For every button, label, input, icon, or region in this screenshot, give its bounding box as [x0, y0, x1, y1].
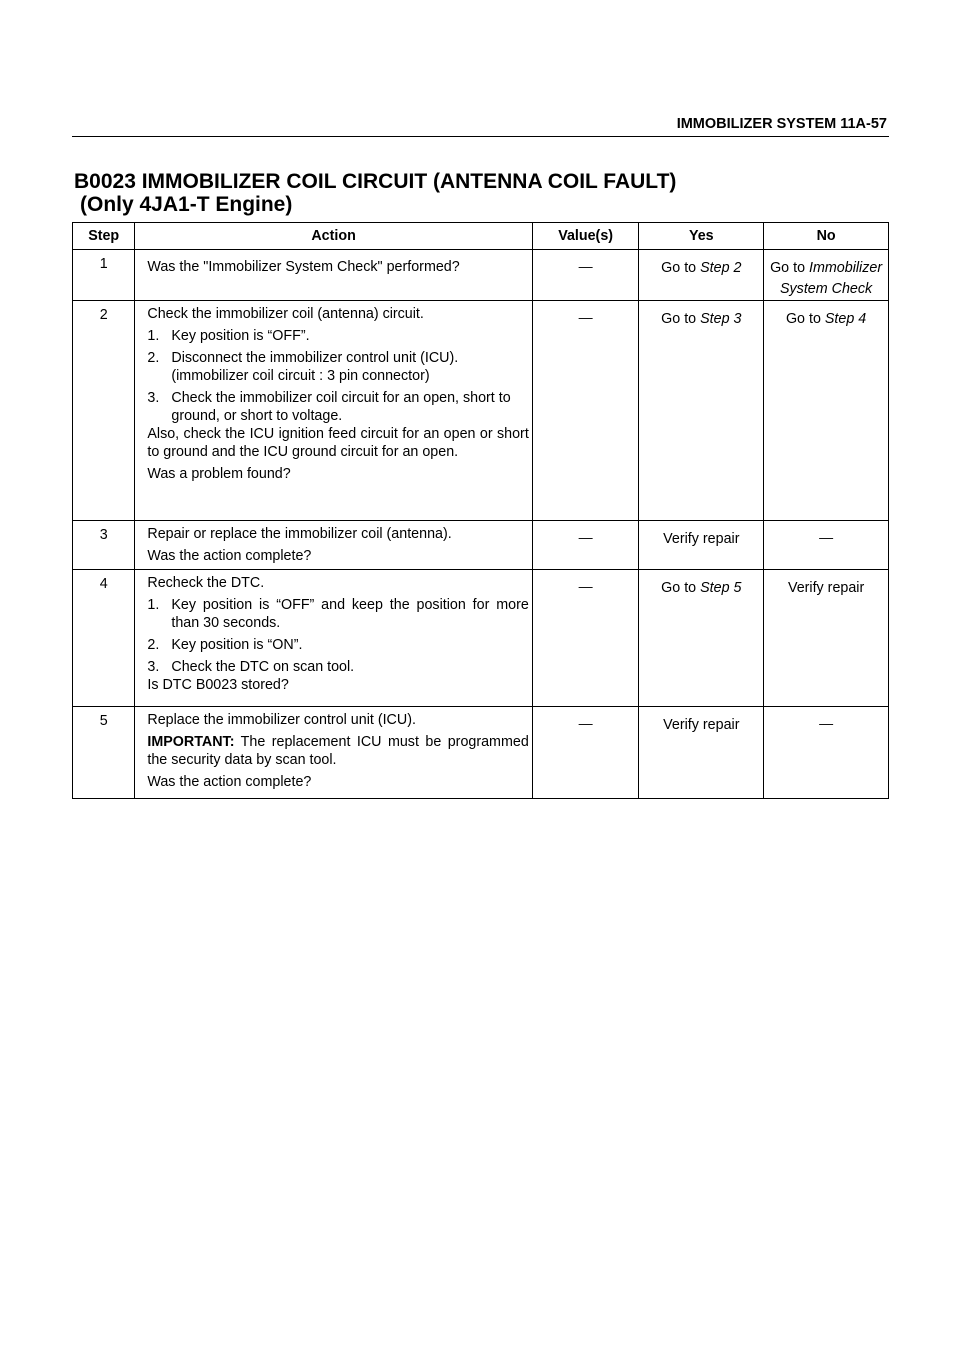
step-number: 1 — [73, 250, 135, 301]
table-row — [73, 301, 889, 521]
step-number: 4 — [73, 570, 135, 707]
title-line-1: B0023 IMMOBILIZER COIL CIRCUIT (ANTENNA COIL FAULT) — [74, 170, 677, 193]
yes-cell — [639, 301, 764, 521]
list-item — [147, 327, 528, 345]
action-question: Was the action complete? — [147, 548, 312, 564]
value-cell — [532, 250, 639, 301]
no-text: Verify repair — [787, 580, 865, 596]
yes-cell — [639, 707, 764, 799]
page-header-text: IMMOBILIZER SYSTEM 11A-57 — [676, 116, 887, 132]
list-number: 1. — [147, 597, 160, 613]
value-dash: — — [578, 578, 593, 594]
page-title — [74, 170, 676, 216]
action-intro: Recheck the DTC. — [147, 575, 265, 591]
important-text: The replacement ICU must be programmed the security data by scan tool. — [147, 734, 529, 768]
yes-text: Verify repair — [663, 531, 740, 547]
header-step: Step — [73, 223, 135, 250]
yes-cell — [639, 570, 764, 707]
no-cell — [764, 250, 889, 301]
table-row — [73, 707, 889, 799]
no-cell — [764, 707, 889, 799]
no-link-step-4[interactable]: Step 4 — [824, 311, 867, 327]
yes-cell — [639, 250, 764, 301]
diagnostic-table — [72, 222, 889, 799]
action-intro: Repair or replace the immobilizer coil (antenna). — [147, 526, 452, 542]
no-prefix: Go to — [770, 260, 810, 276]
action-intro: Replace the immobilizer control unit (ICU). — [147, 712, 416, 728]
table-row — [73, 570, 889, 707]
action-cell — [135, 521, 532, 570]
value-cell — [532, 301, 639, 521]
yes-cell — [639, 521, 764, 570]
value-cell — [532, 521, 639, 570]
action-cell — [135, 250, 532, 301]
list-item — [147, 349, 528, 385]
no-cell — [764, 570, 889, 707]
header-yes: Yes — [639, 223, 764, 250]
action-question: Was a problem found? — [147, 466, 291, 482]
yes-link-step-5[interactable]: Step 5 — [700, 580, 742, 596]
yes-prefix: Go to — [661, 580, 701, 596]
header-action: Action — [135, 223, 532, 250]
yes-text: Verify repair — [663, 717, 740, 733]
table-row — [73, 521, 889, 570]
yes-prefix: Go to — [661, 311, 701, 327]
list-item — [147, 596, 528, 632]
value-dash: — — [578, 529, 593, 545]
no-link-immobilizer-system-check[interactable]: Immobilizer System Check — [780, 260, 883, 297]
step-number: 3 — [73, 521, 135, 570]
list-subtext: (immobilizer coil circuit : 3 pin connector) — [171, 368, 430, 384]
list-text: Key position is “OFF”. — [171, 328, 310, 344]
list-number: 2. — [147, 350, 160, 366]
list-item — [147, 658, 528, 676]
page-header — [72, 114, 889, 137]
list-text: Key position is “OFF” and keep the position for more than 30 seconds. — [171, 597, 529, 631]
list-item — [147, 389, 528, 425]
list-item — [147, 636, 528, 654]
list-text: Check the DTC on scan tool. — [171, 659, 355, 675]
important-label: IMPORTANT: — [147, 734, 235, 750]
list-text: Check the immobilizer coil circuit for an open, short to ground, or short to voltage. — [171, 390, 511, 424]
value-cell — [532, 570, 639, 707]
action-cell — [135, 301, 532, 521]
yes-link-step-2[interactable]: Step 2 — [700, 260, 742, 276]
action-question: Was the "Immobilizer System Check" performed? — [147, 259, 460, 275]
no-cell — [764, 521, 889, 570]
action-cell — [135, 570, 532, 707]
list-number: 1. — [147, 328, 160, 344]
action-cell — [135, 707, 532, 799]
list-text: Disconnect the immobilizer control unit (ICU). — [171, 350, 459, 366]
action-question: Was the action complete? — [147, 774, 312, 790]
no-dash: — — [819, 529, 834, 545]
title-line-2: (Only 4JA1-T Engine) — [80, 193, 293, 216]
important-note — [147, 733, 528, 769]
value-cell — [532, 707, 639, 799]
action-question: Is DTC B0023 stored? — [147, 677, 289, 693]
step-number: 2 — [73, 301, 135, 521]
table-header-row — [73, 223, 889, 250]
action-intro: Check the immobilizer coil (antenna) circuit. — [147, 306, 424, 322]
header-values: Value(s) — [532, 223, 639, 250]
list-text: Key position is “ON”. — [171, 637, 303, 653]
list-number: 3. — [147, 659, 160, 675]
yes-link-step-3[interactable]: Step 3 — [700, 311, 742, 327]
list-number: 3. — [147, 390, 160, 406]
value-dash: — — [578, 258, 593, 274]
step-number: 5 — [73, 707, 135, 799]
action-note: Also, check the ICU ignition feed circuit for an open or short to ground and the ICU ground circuit for an open. — [147, 426, 529, 460]
no-prefix: Go to — [785, 311, 825, 327]
value-dash: — — [578, 715, 593, 731]
no-dash: — — [819, 715, 834, 731]
list-number: 2. — [147, 637, 160, 653]
value-dash: — — [578, 309, 593, 325]
table-row — [73, 250, 889, 301]
no-cell — [764, 301, 889, 521]
yes-prefix: Go to — [661, 260, 701, 276]
header-no: No — [764, 223, 889, 250]
